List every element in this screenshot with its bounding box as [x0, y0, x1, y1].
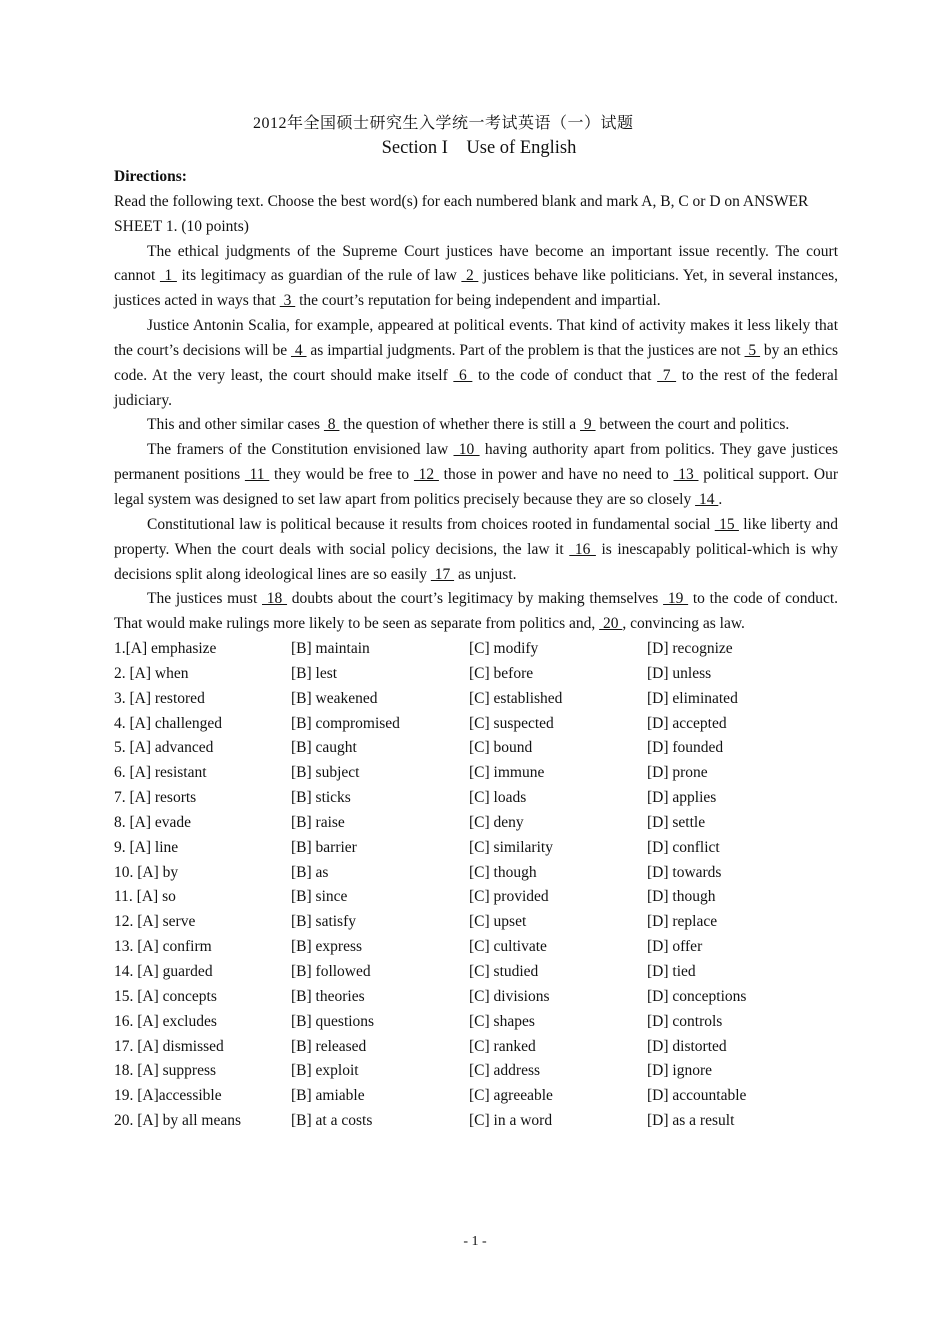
option-choice: [B] compromised [291, 714, 400, 732]
option-choice: [D] offer [647, 938, 703, 956]
option-choice: [C] ranked [469, 1037, 536, 1055]
passage-text: The ethical judgments of the Supreme Court justices have become an important issue recently. The court cannot [114, 242, 838, 285]
option-choice: 10. [A] by [114, 863, 179, 881]
option-choice: [D] prone [647, 764, 708, 782]
option-choice: 2. [A] when [114, 664, 189, 682]
option-choice: [C] suspected [469, 714, 554, 732]
option-choice: [B] released [291, 1037, 367, 1055]
option-choice: 13. [A] confirm [114, 938, 212, 956]
directions-title: Directions: [114, 168, 187, 185]
option-choice: [D] though [647, 888, 716, 906]
option-choice: 9. [A] line [114, 838, 179, 856]
option-row [114, 736, 838, 761]
answer-blank: 20 [599, 615, 623, 633]
answer-blank: 13 [673, 466, 699, 484]
option-choice: [C] studied [469, 963, 539, 980]
option-choice: [B] lest [291, 664, 338, 682]
option-choice: [C] deny [469, 813, 524, 831]
option-choice: [B] satisfy [291, 913, 357, 931]
passage-paragraph [114, 240, 838, 315]
passage-text: This and other similar cases [147, 416, 324, 434]
option-choice: [B] maintain [291, 640, 370, 658]
answer-blank: 7 [657, 366, 677, 384]
passage-text: to the rest of the federal judiciary. [114, 366, 839, 409]
option-choice: 12. [A] serve [114, 913, 196, 931]
answer-blank: 15 [714, 515, 739, 533]
passage [114, 240, 838, 638]
option-choice: [B] barrier [291, 838, 357, 856]
answer-blank: 4 [291, 341, 307, 359]
exam-content [114, 165, 838, 1134]
option-choice: [B] as [291, 863, 329, 881]
option-row [114, 761, 838, 786]
option-choice: [D] distorted [647, 1037, 727, 1055]
answer-blank: 12 [413, 466, 439, 484]
option-choice: [B] express [291, 938, 363, 956]
option-choice: 19. [A]accessible [114, 1087, 222, 1105]
passage-text: political support. Our legal system was designed to set law apart from politics precisely because they are so closely [114, 466, 838, 508]
option-choice: 8. [A] evade [114, 813, 192, 831]
passage-paragraph [114, 314, 838, 413]
option-choice: [C] before [469, 664, 534, 682]
option-choice: [C] cultivate [469, 938, 547, 956]
passage-text: Justice Antonin Scalia, for example, appeared at political events. That kind of activity makes it less likely that the court’s decisions will be [114, 317, 838, 359]
option-choice: [D] ignore [647, 1062, 712, 1080]
answer-blank: 19 [663, 590, 689, 608]
passage-paragraph [114, 587, 838, 637]
answer-blank: 14 [695, 490, 719, 508]
option-choice: [B] raise [291, 813, 345, 831]
option-row [114, 1109, 838, 1134]
option-choice: [C] upset [469, 913, 527, 931]
option-choice: 18. [A] suppress [114, 1062, 217, 1080]
option-choice: [B] followed [291, 963, 371, 980]
answer-options [114, 637, 838, 1134]
option-choice: 1.[A] emphasize [114, 640, 217, 658]
passage-text: justices behave like politicians. Yet, in several instances, justices acted in ways that [114, 267, 839, 310]
option-row [114, 1035, 838, 1060]
option-choice: [D] as a result [647, 1112, 735, 1130]
answer-blank: 17 [430, 565, 455, 583]
option-row [114, 1059, 838, 1084]
passage-text: , convincing as law. [622, 615, 745, 633]
option-choice: [D] accountable [647, 1087, 747, 1105]
option-choice: [B] amiable [291, 1087, 365, 1105]
option-choice: [D] towards [647, 863, 722, 881]
option-row [114, 935, 838, 960]
option-choice: 15. [A] concepts [114, 987, 217, 1005]
option-row [114, 811, 838, 836]
option-row [114, 836, 838, 861]
option-choice: [B] caught [291, 739, 357, 757]
option-choice: [D] eliminated [647, 689, 738, 707]
answer-blank: 11 [244, 466, 270, 484]
passage-paragraph [114, 438, 838, 513]
passage-text: the court’s reputation for being independent and impartial. [295, 292, 661, 310]
option-choice: [C] agreeable [469, 1087, 553, 1105]
option-choice: [B] sticks [291, 789, 351, 807]
option-choice: [D] controls [647, 1012, 723, 1030]
passage-text: The framers of the Constitution envisioned law [147, 441, 454, 459]
option-row [114, 861, 838, 886]
passage-text: those in power and have no need to [438, 466, 674, 484]
option-row [114, 960, 838, 985]
option-choice: [C] address [469, 1062, 541, 1080]
option-choice: [B] questions [291, 1012, 375, 1030]
option-choice: [C] in a word [469, 1112, 553, 1130]
option-row [114, 885, 838, 910]
option-choice: [B] subject [291, 764, 360, 782]
answer-blank: 5 [744, 341, 761, 359]
option-row [114, 1010, 838, 1035]
option-row [114, 687, 838, 712]
option-choice: [C] though [469, 863, 537, 881]
option-choice: 4. [A] challenged [114, 714, 223, 732]
option-choice: [C] similarity [469, 838, 553, 856]
passage-text: to the code of conduct that [472, 366, 658, 384]
answer-blank: 9 [580, 416, 596, 434]
option-choice: [C] bound [469, 739, 533, 757]
option-choice: [B] weakened [291, 689, 378, 707]
option-row [114, 910, 838, 935]
option-choice: [B] at a costs [291, 1112, 373, 1130]
option-choice: 16. [A] excludes [114, 1012, 217, 1030]
option-row [114, 1084, 838, 1109]
option-choice: 3. [A] restored [114, 689, 205, 707]
option-choice: [D] replace [647, 913, 718, 931]
directions-text: Read the following text. Choose the best word(s) for each numbered blank and mark A, B, C or D on ANSWER SHEET 1. (10 points) [114, 192, 809, 235]
passage-text: Constitutional law is political because it results from choices rooted in fundamental social [147, 515, 715, 533]
passage-text: having authority apart from politics. They gave justices permanent positions [114, 441, 839, 484]
option-choice: [C] provided [469, 888, 549, 906]
passage-text: the question of whether there is still a [339, 416, 581, 434]
passage-text: doubts about the court’s legitimacy by making themselves [287, 590, 664, 608]
passage-text: is inescapably political-which is why decisions split along ideological lines are so easily [114, 540, 839, 583]
option-choice: 6. [A] resistant [114, 764, 207, 782]
passage-paragraph [114, 513, 838, 588]
option-choice: [D] conflict [647, 838, 720, 856]
option-choice: [D] recognize [647, 640, 733, 658]
passage-paragraph [114, 413, 838, 438]
option-choice: 7. [A] resorts [114, 789, 197, 807]
passage-text: to the code of conduct. That would make rulings more likely to be seen as separate from politics and, [114, 590, 839, 633]
option-row [114, 662, 838, 687]
option-choice: [D] settle [647, 813, 706, 831]
option-choice: 14. [A] guarded [114, 963, 213, 980]
option-choice: [D] conceptions [647, 987, 747, 1005]
passage-text: The justices must [147, 590, 263, 608]
answer-blank: 6 [453, 366, 473, 384]
option-choice: [C] immune [469, 764, 545, 782]
option-row [114, 637, 838, 662]
option-choice: [D] accepted [647, 714, 727, 732]
option-choice: [D] tied [647, 963, 696, 980]
passage-text: between the court and politics. [595, 416, 790, 434]
option-choice: 17. [A] dismissed [114, 1037, 224, 1055]
answer-blank: 16 [569, 540, 596, 558]
option-choice: [C] established [469, 689, 563, 707]
option-choice: [D] applies [647, 789, 717, 807]
option-choice: [C] divisions [469, 987, 550, 1005]
option-choice: [B] since [291, 888, 348, 906]
option-choice: 5. [A] advanced [114, 739, 214, 757]
passage-text: like liberty and property. When the court deals with social policy decisions, the law it [114, 515, 838, 558]
answer-blank: 18 [262, 590, 288, 608]
passage-text: they would be free to [269, 466, 414, 484]
option-choice: [B] theories [291, 987, 365, 1005]
passage-text: . [718, 490, 723, 508]
option-choice: [C] modify [469, 640, 539, 658]
passage-text: as unjust. [454, 565, 517, 583]
option-choice: [D] unless [647, 664, 712, 682]
option-choice: [C] shapes [469, 1012, 535, 1030]
answer-blank: 1 [159, 267, 177, 285]
option-choice: [B] exploit [291, 1062, 359, 1080]
option-choice: 11. [A] so [114, 888, 176, 906]
passage-text: its legitimacy as guardian of the rule of law [176, 267, 462, 285]
answer-blank: 3 [279, 292, 296, 310]
option-row [114, 786, 838, 811]
exam-header-title: 2012年全国硕士研究生入学统一考试英语（一）试题 [253, 115, 634, 132]
passage-text: as impartial judgments. Part of the problem is that the justices are not [306, 341, 745, 359]
answer-blank: 10 [453, 441, 480, 459]
option-row [114, 985, 838, 1010]
option-row [114, 712, 838, 737]
answer-blank: 2 [461, 267, 479, 285]
answer-blank: 8 [323, 416, 340, 434]
option-choice: [C] loads [469, 789, 527, 807]
option-choice: 20. [A] by all means [114, 1112, 241, 1130]
option-choice: [D] founded [647, 739, 724, 757]
section-title: Section I Use of English [381, 138, 577, 158]
page-number: - 1 - [463, 1234, 487, 1249]
passage-text: by an ethics code. At the very least, the court should make itself [114, 341, 838, 384]
